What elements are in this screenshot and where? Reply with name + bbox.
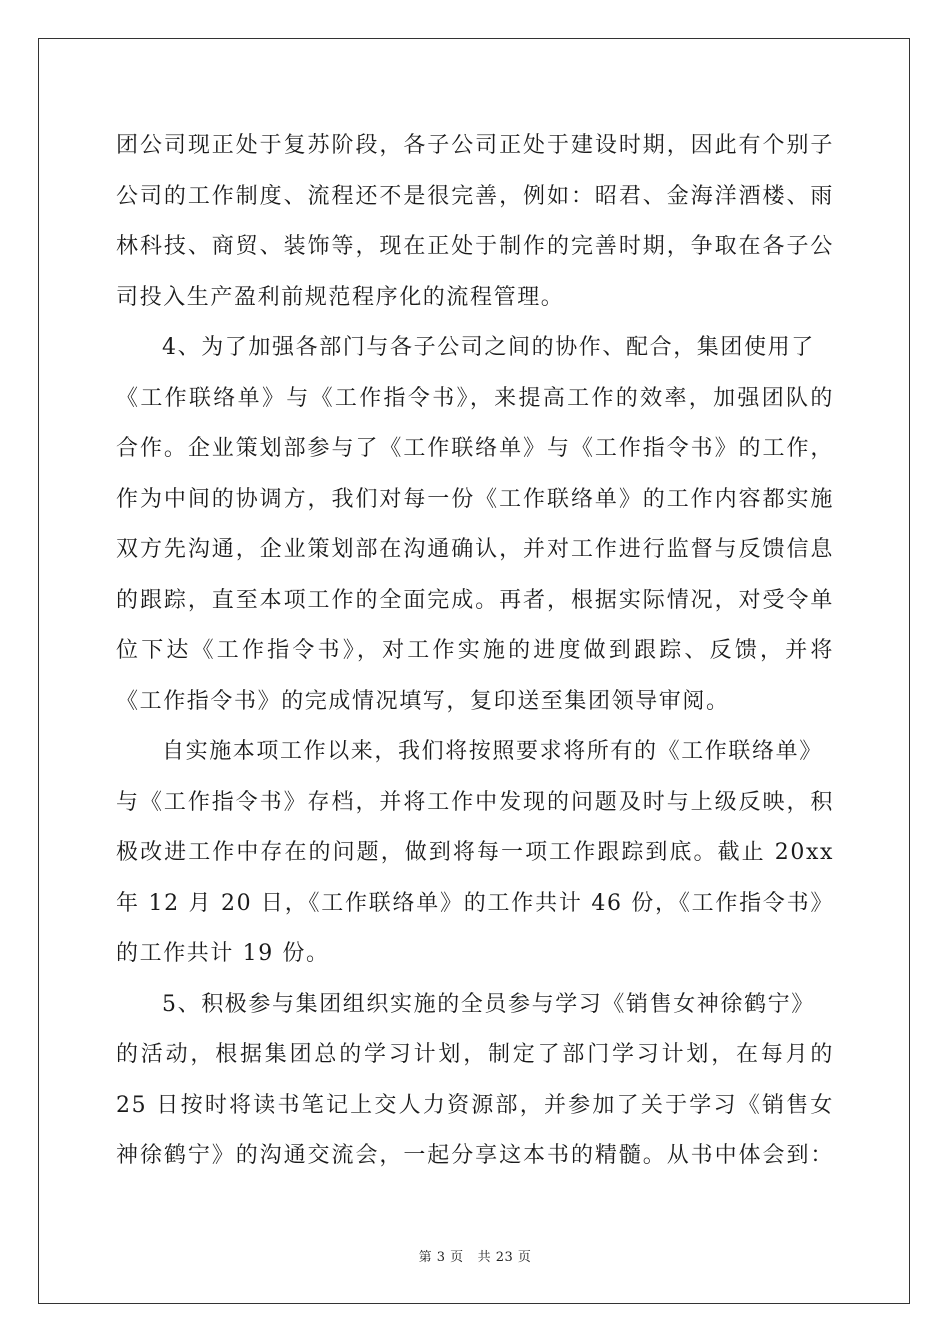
text-line: 《工作联络单》与《工作指令书》，来提高工作的效率，加强团队的	[116, 385, 834, 411]
page-total: 共 23 页	[477, 1250, 532, 1265]
page-number: 第 3 页	[418, 1250, 464, 1265]
paragraph-4-start: 4、为了加强各部门与各子公司之间的协作、配合，集团使用了	[162, 335, 815, 360]
text-line: 团公司现正处于复苏阶段，各子公司正处于建设时期，因此有个别子	[116, 133, 834, 158]
text-line: 公司的工作制度、流程还不是很完善，例如：昭君、金海洋酒楼、雨	[116, 183, 834, 209]
document-body	[116, 128, 834, 1189]
text-line: 25 日按时将读书笔记上交人力资源部，并参加了关于学习《销售女	[116, 1092, 834, 1118]
text-line: 作为中间的协调方，我们对每一份《工作联络单》的工作内容都实施	[116, 486, 834, 512]
text-line: 与《工作指令书》存档，并将工作中发现的问题及时与上级反映，积	[116, 789, 834, 815]
text-line: 极改进工作中存在的问题，做到将每一项工作跟踪到底。截止 20xx	[116, 840, 834, 865]
text-line: 的活动，根据集团总的学习计划，制定了部门学习计划，在每月的	[116, 1042, 834, 1067]
paragraph-start: 自实施本项工作以来，我们将按照要求将所有的《工作联络单》	[162, 739, 823, 764]
paragraph-5-start: 5、积极参与集团组织实施的全员参与学习《销售女神徐鹤宁》	[162, 991, 815, 1017]
text-line: 司投入生产盈利前规范程序化的流程管理。	[116, 284, 565, 310]
text-line: 的跟踪，直至本项工作的全面完成。再者，根据实际情况，对受令单	[116, 587, 834, 613]
text-line: 合作。企业策划部参与了《工作联络单》与《工作指令书》的工作，	[116, 436, 834, 461]
page-footer	[0, 1246, 950, 1265]
text-line: 《工作指令书》的完成情况填写，复印送至集团领导审阅。	[116, 688, 730, 714]
text-line: 林科技、商贸、装饰等，现在正处于制作的完善时期，争取在各子公	[116, 234, 834, 259]
text-line: 年 12 月 20 日，《工作联络单》的工作共计 46 份，《工作指令书》	[116, 890, 834, 916]
text-line: 神徐鹤宁》的沟通交流会，一起分享这本书的精髓。从书中体会到：	[116, 1143, 834, 1168]
text-line: 双方先沟通，企业策划部在沟通确认，并对工作进行监督与反馈信息	[116, 537, 834, 562]
text-line: 的工作共计 19 份。	[116, 941, 330, 966]
text-line: 位下达《工作指令书》，对工作实施的进度做到跟踪、反馈，并将	[116, 638, 834, 663]
